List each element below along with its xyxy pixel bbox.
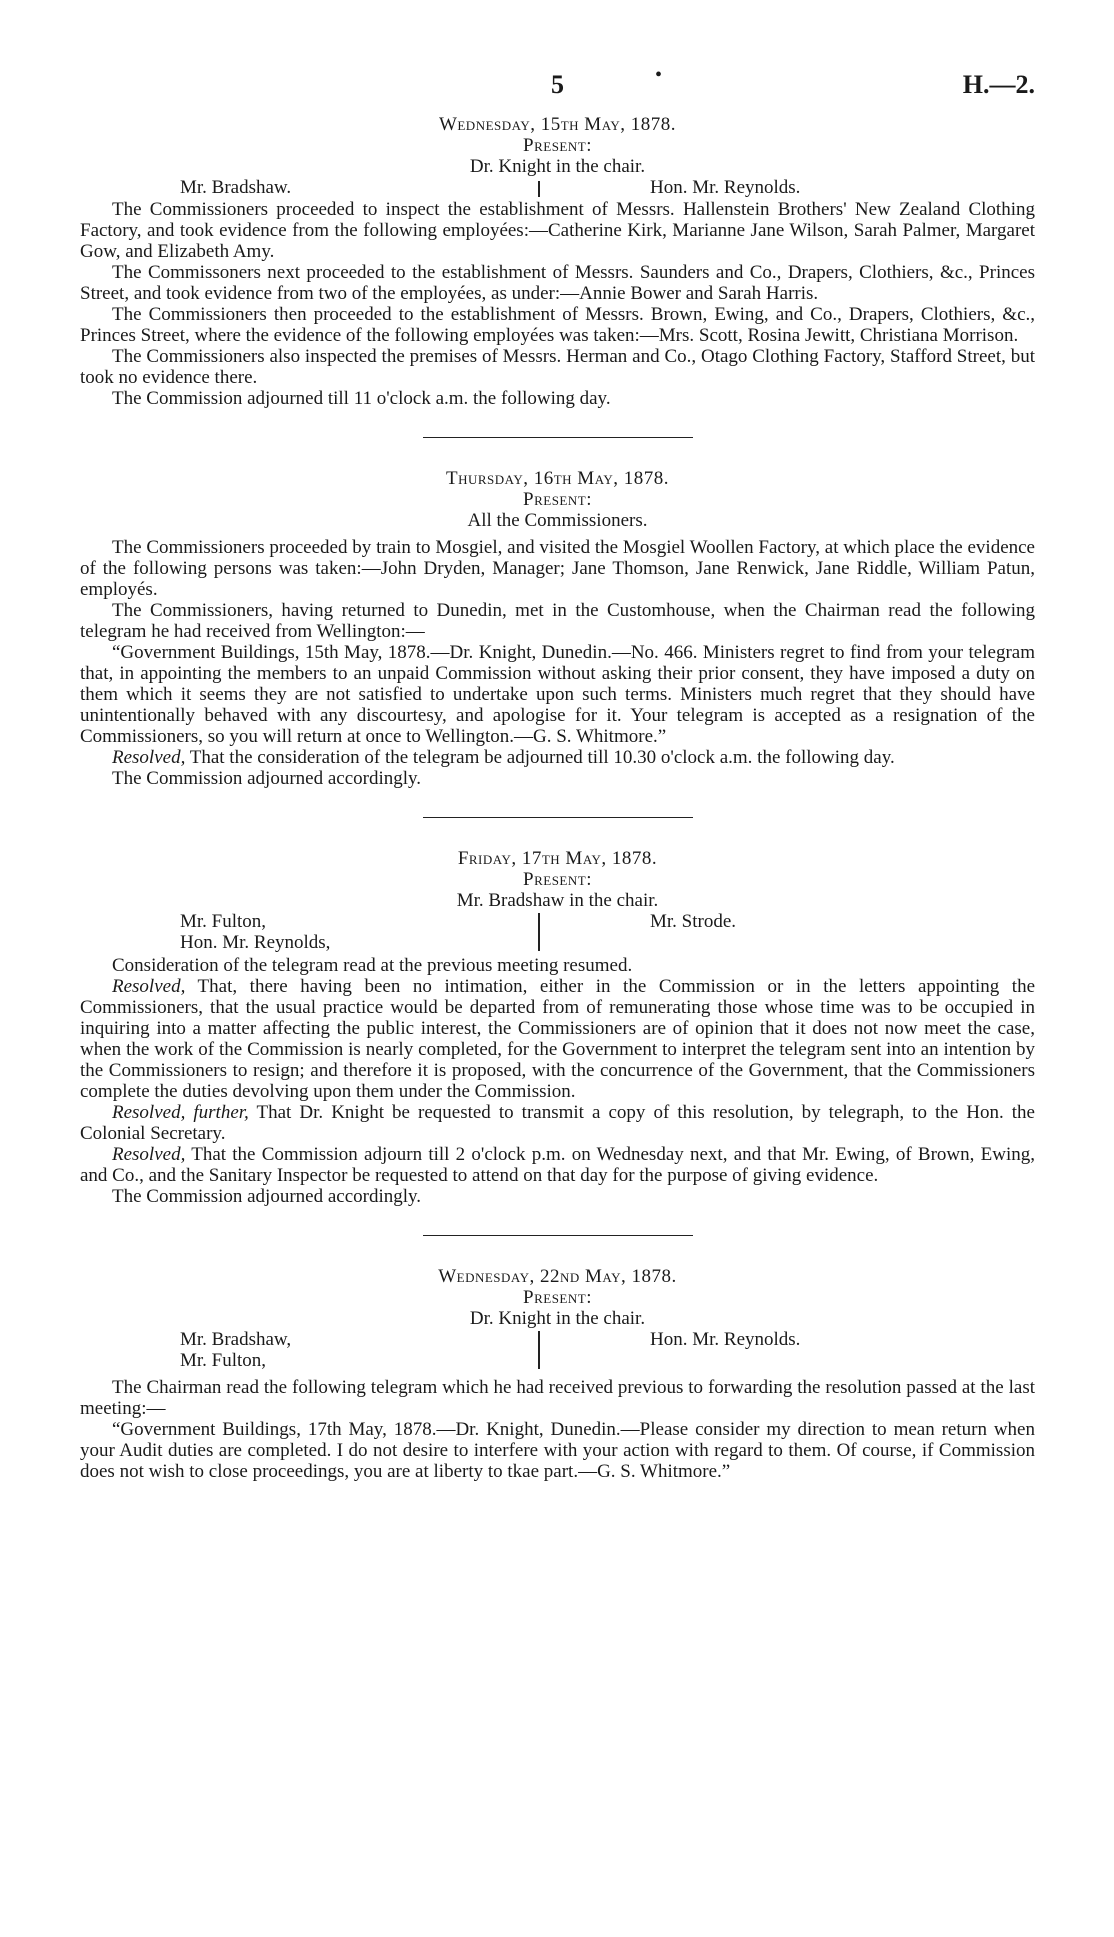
attendee: Hon. Mr. Reynolds. (650, 177, 801, 198)
page-mark: • (655, 64, 663, 86)
page-header (80, 64, 1035, 114)
present-heading: Present: (523, 135, 592, 156)
page-number: 5 (551, 70, 564, 99)
resolved-lead: Resolved, (112, 1144, 186, 1165)
present-heading: Present: (523, 1287, 592, 1308)
meeting-section (80, 848, 1035, 1207)
resolved-lead: Resolved, (112, 976, 186, 997)
paragraph: Consideration of the telegram read at the previous meeting resumed. (112, 955, 633, 976)
section-divider (423, 1235, 693, 1236)
chair-line: Mr. Bradshaw in the chair. (456, 890, 659, 911)
document-page (80, 64, 1035, 1482)
section-divider (423, 437, 693, 438)
document-reference: H.—2. (962, 70, 1035, 99)
column-divider (538, 1331, 540, 1369)
paragraph-body: That Dr. Knight be requested to transmit a copy of this resolution, by telegraph, to the Hon. the Colonial Secretary. (80, 1102, 1035, 1144)
meeting-section (80, 114, 1035, 409)
attendee: Mr. Bradshaw, (180, 1329, 292, 1350)
attendee: Hon. Mr. Reynolds. (650, 1329, 801, 1350)
paragraph: The Commission adjourned accordingly. (112, 1186, 422, 1207)
paragraph-body: That the consideration of the telegram be adjourned till 10.30 o'clock a.m. the following day. (185, 747, 895, 768)
attendee: Mr. Fulton, (180, 1350, 267, 1371)
paragraph: The Commissioners proceeded to inspect the establishment of Messrs. Hallenstein Brothers' New Zealand Clothing Factory, and took evidence from the following employées:—Catherine Kirk, Marianne Jane Wilson, Sarah Palmer, Margaret Gow, and Elizabeth Amy. (80, 199, 1035, 262)
attendee: Mr. Strode. (650, 911, 737, 932)
chair-line: All the Commissioners. (467, 510, 648, 531)
paragraph: The Commissioners, having returned to Dunedin, met in the Customhouse, when the Chairman read the following telegram he had received from Wellington:— (80, 600, 1035, 642)
paragraph: “Government Buildings, 15th May, 1878.—Dr. Knight, Dunedin.—No. 466. Ministers regret to find from your telegram that, in appointing the members to an unpaid Commission without asking their prior consent, they have imposed a duty on them which it seems they are not satisfied to undertake upon such terms. Ministers much regret that they should have unintentionally behaved with any discourtesy, and apologise for it. Your telegram is accepted as a resignation of the Commissioners, so you will return at once to Wellington.—G. S. Whitmore.” (80, 642, 1035, 747)
chair-line: Dr. Knight in the chair. (469, 156, 646, 177)
resolved-lead: Resolved, further, (112, 1102, 249, 1123)
column-divider (538, 181, 540, 197)
chair-line: Dr. Knight in the chair. (469, 1308, 646, 1329)
column-divider (538, 913, 540, 951)
attendee: Mr. Bradshaw. (180, 177, 292, 198)
attendance-list (80, 177, 1035, 199)
present-heading: Present: (523, 869, 592, 890)
meeting-section (80, 468, 1035, 789)
paragraph (80, 1144, 1035, 1186)
attendance-list (80, 1329, 1035, 1373)
attendee: Hon. Mr. Reynolds, (180, 932, 331, 953)
paragraph (80, 747, 1035, 768)
paragraph: “Government Buildings, 17th May, 1878.—Dr. Knight, Dunedin.—Please consider my direction to mean return when your Audit duties are completed. I do not desire to interfere with your action with regard to them. Of course, if Commission does not wish to close proceedings, you are at liberty to tkae part.—G. S. Whitmore.” (80, 1419, 1035, 1482)
attendee: Mr. Fulton, (180, 911, 267, 932)
paragraph-body: That the Commission adjourn till 2 o'clock p.m. on Wednesday next, and that Mr. Ewing, of Brown, Ewing, and Co., and the Sanitary Inspector be requested to attend on that day for the purpose of giving evidence. (80, 1144, 1035, 1186)
paragraph: The Commissoners next proceeded to the establishment of Messrs. Saunders and Co., Drapers, Clothiers, &c., Princes Street, and took evidence from two of the employées, as under:—Annie Bower and Sarah Harris. (80, 262, 1035, 304)
paragraph: The Chairman read the following telegram which he had received previous to forwarding the resolution passed at the last meeting:— (80, 1377, 1035, 1419)
meeting-date: Thursday, 16th May, 1878. (445, 468, 670, 489)
paragraph: The Commissioners also inspected the premises of Messrs. Herman and Co., Otago Clothing Factory, Stafford Street, but took no evidence there. (80, 346, 1035, 388)
paragraph: The Commission adjourned till 11 o'clock a.m. the following day. (112, 388, 611, 409)
paragraph-body: That, there having been no intimation, either in the Commission or in the letters appointing the Commissioners, that the usual practice would be departed from of remunerating those whose time was to be occupied in inquiring into a matter affecting the public interest, the Commissioners are of opinion that it does not now meet the case, when the work of the Commission is nearly completed, for the Government to interpret the telegram sent into an intention by the Commissioners to resign; and therefore it is proposed, with the concurrence of the Government, that the Commissioners complete the duties devolving upon them under the Commission. (80, 976, 1035, 1102)
attendance-list (80, 911, 1035, 955)
paragraph: The Commissioners proceeded by train to Mosgiel, and visited the Mosgiel Woollen Factory, at which place the evidence of the following persons was taken:—John Dryden, Manager; Jane Thomson, Jane Renwick, Jane Riddle, William Patun, employés. (80, 537, 1035, 600)
section-divider (423, 817, 693, 818)
meeting-date: Wednesday, 15th May, 1878. (438, 114, 677, 135)
paragraph (80, 976, 1035, 1102)
paragraph: The Commissioners then proceeded to the establishment of Messrs. Brown, Ewing, and Co., Drapers, Clothiers, &c., Princes Street, where the evidence of the following employées was taken:—Mrs. Scott, Rosina Jewitt, Christiana Morrison. (80, 304, 1035, 346)
paragraph: The Commission adjourned accordingly. (112, 768, 422, 789)
paragraph (80, 1102, 1035, 1144)
meeting-date: Friday, 17th May, 1878. (457, 848, 658, 869)
resolved-lead: Resolved, (112, 747, 186, 768)
meeting-date: Wednesday, 22nd May, 1878. (438, 1266, 677, 1287)
present-heading: Present: (523, 489, 592, 510)
meeting-section (80, 1266, 1035, 1482)
